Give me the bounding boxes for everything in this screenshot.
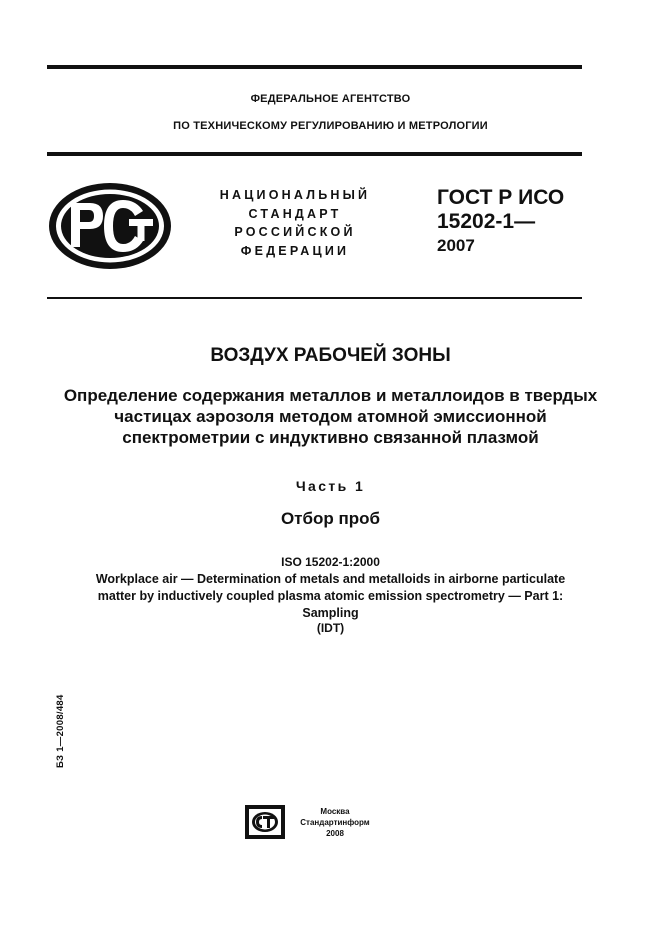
publisher-city: Москва <box>320 807 350 816</box>
standard-type-line-2: СТАНДАРТ <box>248 206 342 221</box>
part-name: Отбор проб <box>280 509 381 528</box>
iso-title: Workplace air — Determination of metals and metalloids in airborne particulate matter by inductively coupled plasma atomic emission spectrometry — Part 1: Sampling <box>95 572 566 620</box>
standard-type-block <box>205 186 385 260</box>
publisher-year: 2008 <box>326 829 344 838</box>
publisher-name: Стандартинформ <box>300 818 370 827</box>
designation-line-1: ГОСТ Р ИСО <box>437 186 565 209</box>
standartinform-logo-icon <box>245 805 285 839</box>
side-note: БЗ 1—2008/484 <box>55 694 66 768</box>
top-rule <box>47 65 582 69</box>
document-subtitle: Определение содержания металлов и металлоидов в твердых частицах аэрозоля методом атомной эмиссионной спектрометрии с индуктивно связанной плазмой <box>63 386 598 447</box>
iso-number: ISO 15202-1:2000 <box>281 555 380 569</box>
agency-line-1: ФЕДЕРАЛЬНОЕ АГЕНТСТВО <box>250 93 411 105</box>
standard-designation <box>437 186 564 258</box>
designation-line-2: 15202-1— <box>437 210 536 233</box>
part-number: Часть 1 <box>295 478 366 494</box>
standard-type-line-1: НАЦИОНАЛЬНЫЙ <box>219 188 371 202</box>
header-bottom-rule <box>47 152 582 156</box>
publisher-block <box>290 806 380 839</box>
rst-certification-logo-icon <box>47 181 173 271</box>
equivalence-code: (IDT) <box>316 621 345 635</box>
designation-year: 2007 <box>437 236 475 255</box>
standard-type-line-3: РОССИЙСКОЙ <box>234 225 356 239</box>
agency-line-2: ПО ТЕХНИЧЕСКОМУ РЕГУЛИРОВАНИЮ И МЕТРОЛОГИИ <box>173 120 488 132</box>
masthead-bottom-rule <box>47 297 582 299</box>
standard-type-line-4: ФЕДЕРАЦИИ <box>240 243 350 258</box>
document-title: ВОЗДУХ РАБОЧЕЙ ЗОНЫ <box>210 345 451 366</box>
